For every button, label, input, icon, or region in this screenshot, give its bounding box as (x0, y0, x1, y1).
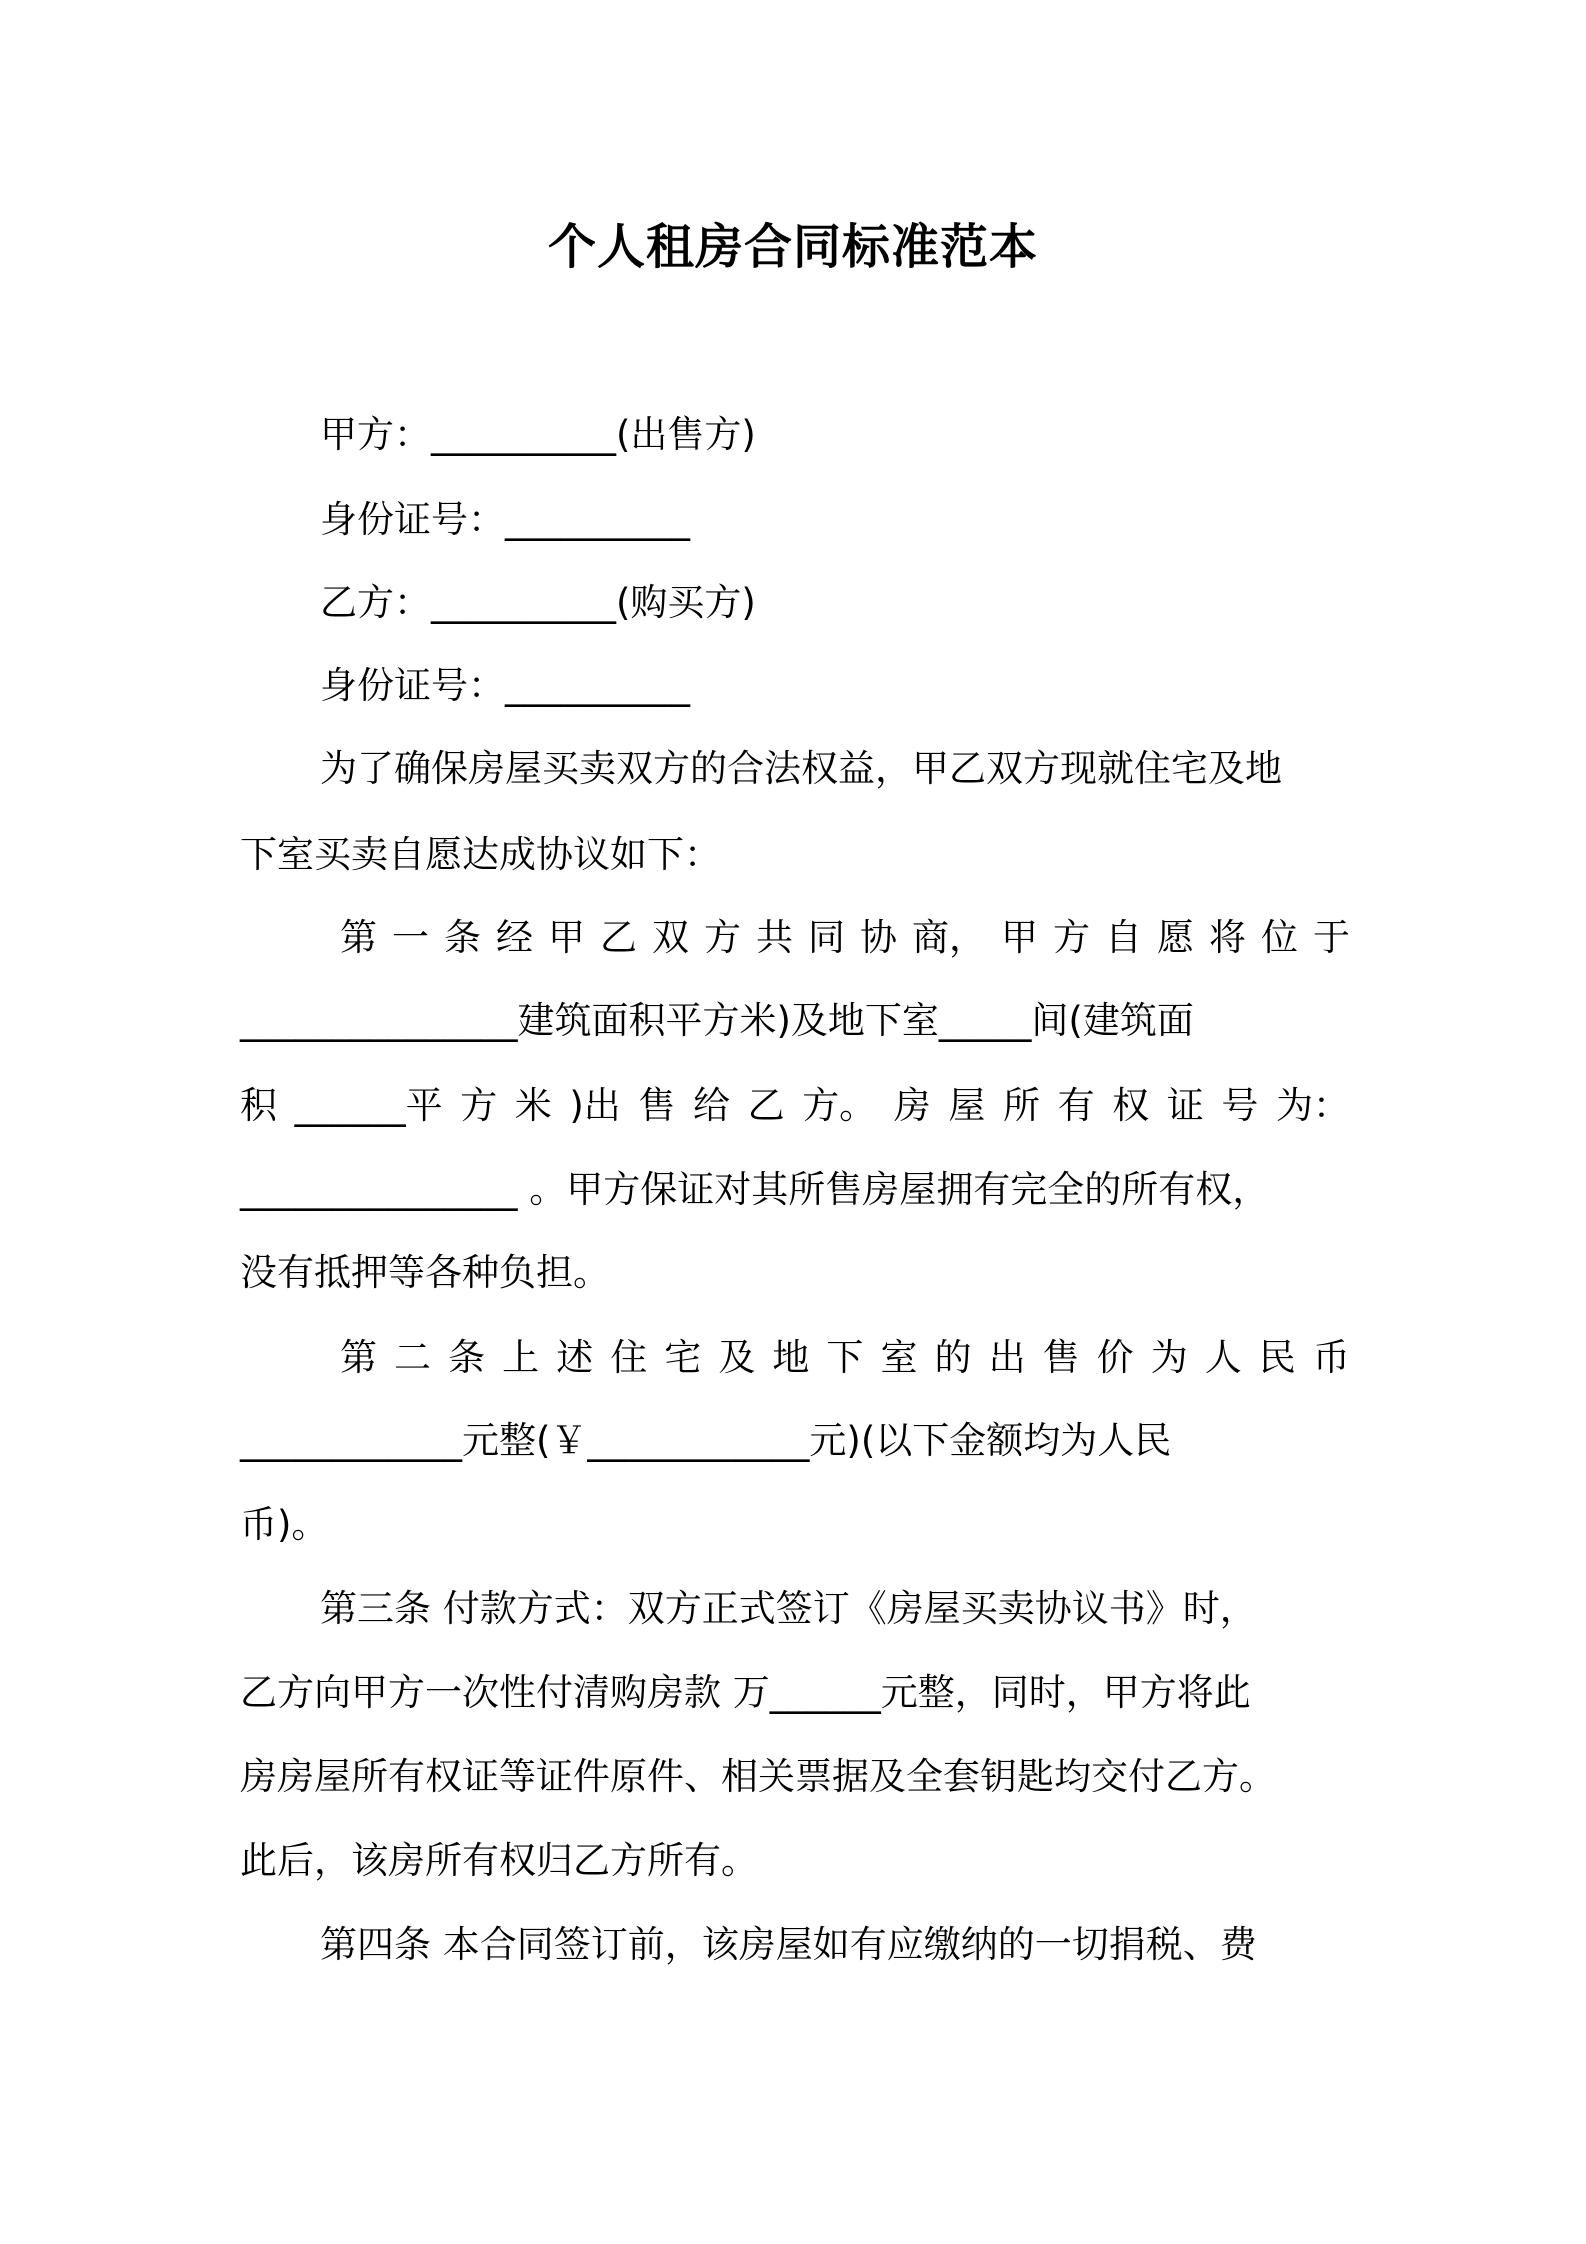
spread-token: 乙 (600, 916, 637, 959)
spread-token: 乙 (747, 1084, 785, 1127)
spread-token: 条 (448, 1336, 486, 1379)
spread-token: ______平 (294, 1084, 443, 1127)
spread-token: 证 (1166, 1084, 1204, 1127)
party-b-line: 乙方：__________(购买方) (320, 581, 756, 624)
article3-line-2: 乙方向甲方一次性付清购房款 万______元整，同时，甲方将此 (240, 1671, 1251, 1714)
spread-token: 地 (772, 1336, 810, 1379)
spread-token: )出 (569, 1084, 621, 1127)
article3-line-3: 房房屋所有权证等证件原件、相关票据及全套钥匙均交付乙方。 (240, 1755, 1276, 1798)
spread-token: 于 (1313, 916, 1350, 959)
party-a-line: 甲方：__________(出售方) (320, 413, 756, 456)
article2-line-1 (340, 1333, 1350, 1383)
spread-token: 二 (394, 1336, 432, 1379)
article3-line-4: 此后，该房所有权归乙方所有。 (240, 1839, 758, 1882)
spread-token: 屋 (948, 1084, 986, 1127)
spread-token: 为： (1275, 1084, 1350, 1127)
spread-token: 住 (610, 1336, 648, 1379)
spread-token: 室 (880, 1336, 918, 1379)
spread-token: 权 (1112, 1084, 1150, 1127)
spread-token: 及 (718, 1336, 756, 1379)
spread-token: 方 (704, 916, 741, 959)
spread-token: 方 (1053, 916, 1090, 959)
spread-token: 下 (826, 1336, 864, 1379)
spread-token: 将 (1209, 916, 1246, 959)
spread-token: 有 (1057, 1084, 1095, 1127)
spread-token: 商， (912, 916, 986, 959)
spread-token: 出 (988, 1336, 1026, 1379)
spread-token: 双 (652, 916, 689, 959)
intro-line-1: 为了确保房屋买卖双方的合法权益，甲乙双方现就住宅及地 (320, 747, 1282, 790)
spread-token: 愿 (1157, 916, 1194, 959)
spread-token: 甲 (548, 916, 585, 959)
spread-token: 所 (1002, 1084, 1040, 1127)
spread-token: 位 (1261, 916, 1298, 959)
party-b-id-line: 身份证号：__________ (320, 664, 690, 707)
spread-token: 自 (1105, 916, 1142, 959)
intro-line-2: 下室买卖自愿达成协议如下： (240, 833, 721, 876)
spread-token: 协 (860, 916, 897, 959)
article4-line-1: 第四条 本合同签订前，该房屋如有应缴纳的一切捐税、费 (320, 1923, 1257, 1966)
spread-token: 第 (340, 916, 377, 959)
article1-line-4: _______________ 。甲方保证对其所售房屋拥有完全的所有权， (240, 1168, 1270, 1211)
article1-line-2: _______________建筑面积平方米)及地下室_____间(建筑面 (240, 999, 1194, 1042)
party-a-id-line: 身份证号：__________ (320, 498, 690, 541)
spread-token: 房 (893, 1084, 931, 1127)
article2-line-3: 币)。 (240, 1503, 329, 1546)
spread-token: 价 (1096, 1336, 1134, 1379)
spread-token: 售 (1042, 1336, 1080, 1379)
spread-token: 一 (392, 916, 429, 959)
spread-token: 的 (934, 1336, 972, 1379)
spread-token: 方。 (802, 1084, 877, 1127)
spread-token: 上 (502, 1336, 540, 1379)
spread-token: 人 (1204, 1336, 1242, 1379)
spread-token: 米 (514, 1084, 552, 1127)
spread-token: 给 (693, 1084, 730, 1127)
spread-token: 经 (496, 916, 533, 959)
spread-token: 民 (1258, 1336, 1296, 1379)
spread-token: 甲 (1001, 916, 1038, 959)
spread-token: 第 (340, 1336, 377, 1379)
article3-line-1: 第三条 付款方式：双方正式签订《房屋买卖协议书》时， (320, 1587, 1257, 1630)
spread-token: 为 (1150, 1336, 1188, 1379)
article2-line-2: ____________元整(￥____________元)(以下金额均为人民 (240, 1419, 1172, 1462)
spread-token: 宅 (664, 1336, 702, 1379)
spread-token: 方 (460, 1084, 498, 1127)
article1-line-1 (340, 913, 1350, 963)
document-title: 个人租房合同标准范本 (547, 219, 1038, 275)
spread-token: 号 (1221, 1084, 1259, 1127)
spread-token: 共 (756, 916, 793, 959)
article1-line-5: 没有抵押等各种负担。 (240, 1251, 610, 1294)
article1-line-3 (240, 1081, 1350, 1131)
spread-token: 同 (808, 916, 845, 959)
spread-token: 条 (444, 916, 481, 959)
spread-token: 售 (638, 1084, 676, 1127)
spread-token: 积 (240, 1084, 277, 1127)
spread-token: 述 (556, 1336, 594, 1379)
spread-token: 币 (1312, 1336, 1350, 1379)
